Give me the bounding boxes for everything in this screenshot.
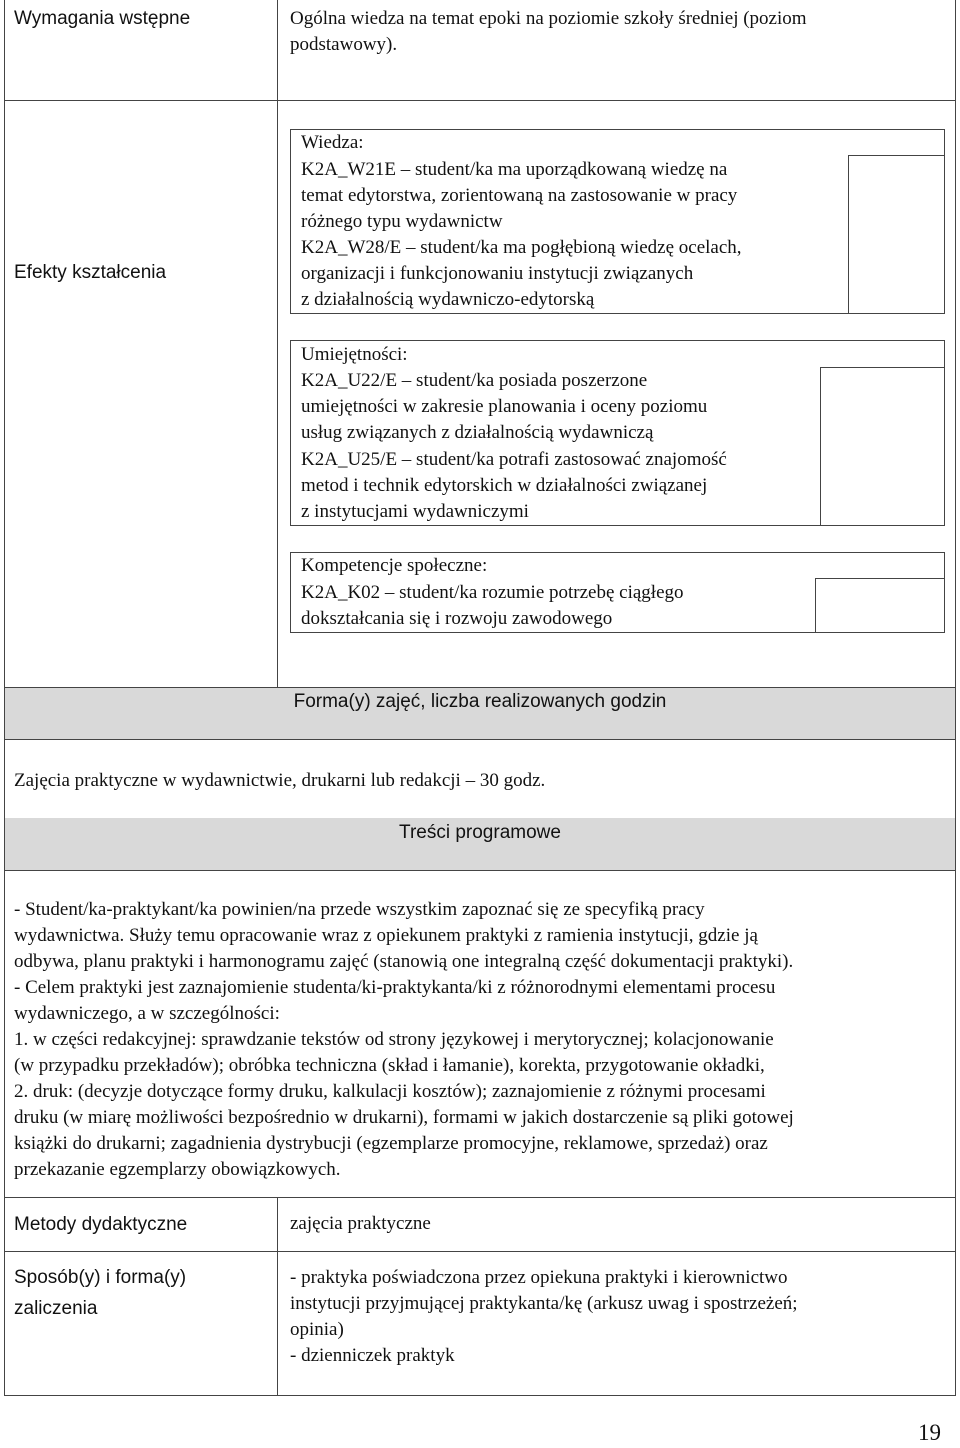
content-line: - Celem praktyki jest zaznajomienie studenta/ki-praktykanta/ki z różnorodnymi elementami procesu: [14, 977, 776, 998]
outcomes-label: Efekty kształcenia: [14, 262, 167, 283]
knowledge-heading: Wiedza:: [301, 132, 364, 153]
page-number: 19: [918, 1420, 941, 1445]
knowledge-line: organizacji i funkcjonowaniu instytucji związanych: [301, 263, 694, 284]
skills-line: K2A_U22/E – student/ka posiada poszerzone: [301, 370, 648, 391]
content-line: 1. w części redakcyjnej: sprawdzanie tekstów od strony językowej i merytorycznej; kolacjonowanie: [14, 1029, 774, 1050]
forms-value: Zajęcia praktyczne w wydawnictwie, drukarni lub redakcji – 30 godz.: [14, 770, 546, 791]
competences-heading: Kompetencje społeczne:: [301, 555, 488, 576]
content-line: wydawniczego, a w szczególności:: [14, 1003, 280, 1024]
skills-line: metod i technik edytorskich w działalności związanej: [301, 475, 708, 496]
knowledge-line: K2A_W21E – student/ka ma uporządkowaną wiedzę na: [301, 159, 728, 180]
content-line: 2. druk: (decyzje dotyczące formy druku, kalkulacji kosztów); zaznajomienie z różnymi procesami: [14, 1081, 766, 1102]
content-line: druku (w miarę możliwości bezpośrednio w drukarni), formami w jakich dostarczenie są pliki gotowej: [14, 1107, 794, 1128]
knowledge-box-inner-divider: [848, 155, 849, 314]
content-line: wydawnictwa. Służy temu opracowanie wraz z opiekunem praktyki z ramienia instytucji, gdzie ją: [14, 925, 758, 946]
assessment-value-line: - dzienniczek praktyk: [290, 1345, 455, 1366]
competences-line: dokształcania się i rozwoju zawodowego: [301, 608, 613, 629]
skills-line: z instytucjami wydawniczymi: [301, 501, 529, 522]
content-header: Treści programowe: [399, 822, 561, 843]
skills-heading: Umiejętności:: [301, 344, 408, 365]
prereq-label: Wymagania wstępne: [14, 8, 191, 29]
assessment-label-line-2: zaliczenia: [14, 1298, 98, 1319]
skills-line: K2A_U25/E – student/ka potrafi zastosować znajomość: [301, 449, 727, 470]
assessment-value-line: - praktyka poświadczona przez opiekuna praktyki i kierownictwo: [290, 1267, 788, 1288]
row-divider-prereq: [4, 100, 956, 101]
competences-box-header-divider: [815, 578, 945, 579]
assessment-label-line-1: Sposób(y) i forma(y): [14, 1267, 187, 1288]
prereq-value-line-1: Ogólna wiedza na temat epoki na poziomie szkoły średniej (poziom: [290, 8, 807, 29]
knowledge-line: K2A_W28/E – student/ka ma pogłębioną wiedzę ocelach,: [301, 237, 742, 258]
column-divider-bottom: [277, 1197, 278, 1396]
row-divider-assessment-top: [4, 1251, 956, 1252]
skills-box-header-divider: [820, 367, 945, 368]
knowledge-box-header-divider: [848, 155, 945, 156]
table-border-bottom: [4, 1395, 956, 1396]
content-line: - Student/ka-praktykant/ka powinien/na przede wszystkim zapoznać się ze specyfiką pracy: [14, 899, 705, 920]
row-divider-methods-top: [4, 1197, 956, 1198]
content-line: odbywa, planu praktyki i harmonogramu zajęć (stanowią one integralną część dokumentacji praktyki).: [14, 951, 794, 972]
content-line: książki do drukarni; zagadnienia dystrybucji (egzemplarze promocyjne, reklamowe, sprzedaż) oraz: [14, 1133, 768, 1154]
competences-box-inner-divider: [815, 578, 816, 633]
row-divider-forms-top: [4, 687, 956, 688]
methods-label: Metody dydaktyczne: [14, 1214, 188, 1235]
content-line: przekazanie egzemplarzy obowiązkowych.: [14, 1159, 341, 1180]
methods-value: zajęcia praktyczne: [290, 1213, 431, 1234]
skills-line: usług związanych z działalnością wydawniczą: [301, 422, 654, 443]
knowledge-line: różnego typu wydawnictw: [301, 211, 503, 232]
competences-line: K2A_K02 – student/ka rozumie potrzebę ciągłego: [301, 582, 684, 603]
prereq-value-line-2: podstawowy).: [290, 34, 398, 55]
forms-header: Forma(y) zajęć, liczba realizowanych godzin: [293, 691, 667, 712]
content-line: (w przypadku przekładów); obróbka techniczna (skład i łamanie), korekta, przygotowanie okładki,: [14, 1055, 765, 1076]
assessment-value-line: instytucji przyjmującej praktykanta/kę (arkusz uwag i spostrzeżeń;: [290, 1293, 798, 1314]
row-divider-content-bottom: [4, 870, 956, 871]
skills-box-inner-divider: [820, 367, 821, 526]
skills-line: umiejętności w zakresie planowania i oceny poziomu: [301, 396, 708, 417]
knowledge-line: temat edytorstwa, zorientowaną na zastosowanie w pracy: [301, 185, 738, 206]
assessment-value-line: opinia): [290, 1319, 344, 1340]
row-divider-forms-bottom: [4, 739, 956, 740]
knowledge-line: z działalnością wydawniczo-edytorską: [301, 289, 595, 310]
column-divider-top: [277, 0, 278, 687]
